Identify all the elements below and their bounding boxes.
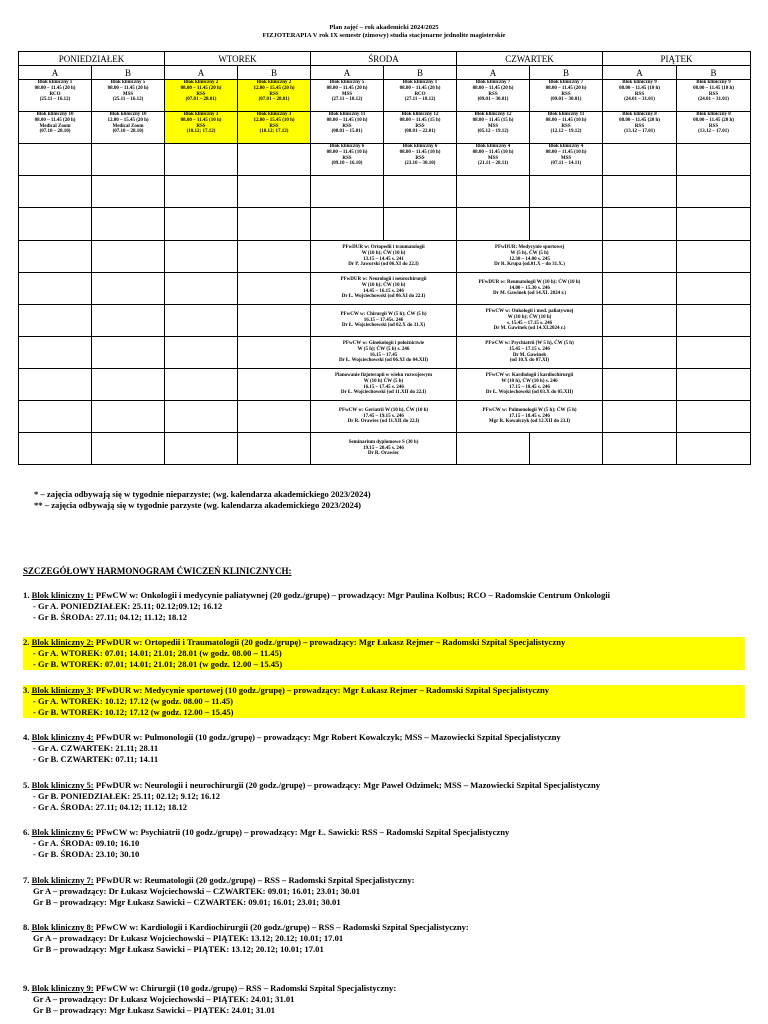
- schedule-cell-empty: [457, 176, 530, 208]
- day-tuesday: WTOREK: [165, 52, 311, 66]
- block-2: 2. Blok kliniczny 2: PFwDUR w: Ortopedii i Traumatologii (20 godz./grupę) – prowadzący: Mgr Łukasz Rejmer – Radomski Szpital Specjalistyczny - Gr A. WTOREK: 07.01; 14.01; 21.01; 28.01 (w godz. 08.00 – 11.45) - Gr B. WTOREK: 07.01; 14.01; 21.01; 28.01 (w godz. 12.00 – 15.45): [23, 637, 745, 670]
- block-5: 5. Blok kliniczny 5: PFwDUR w: Neurologii i neurochirurgii (20 godz./grupę) – prowadzący: Mgr Paweł Odzimek; MSS – Mazowiecki Szpital Specjalistyczny - Gr B. PONIEDZIAŁEK: 25.11; 02.12; 9.12; 16.12 - Gr A. ŚRODA: 27.11; 04.12; 11.12; 18.12: [23, 780, 601, 812]
- schedule-row: [19, 144, 751, 176]
- schedule-cell-empty: [165, 208, 238, 241]
- schedule-cell-empty: [603, 433, 677, 465]
- schedule-cell-empty: [603, 305, 677, 337]
- schedule-cell-empty: [603, 369, 677, 401]
- lecture-row: [19, 305, 751, 337]
- schedule-cell-empty: [165, 305, 238, 337]
- schedule-cell: Blok kliniczny 1 08.00 – 11.45 (20 h) RCO (25.11 – 16.12): [19, 80, 92, 112]
- schedule-cell-empty: [92, 305, 165, 337]
- lecture-row: [19, 273, 751, 305]
- schedule-cell-empty: [19, 176, 92, 208]
- group-label: B: [238, 66, 311, 80]
- schedule-cell-empty: [530, 176, 603, 208]
- schedule-cell-empty: [19, 337, 92, 369]
- group-label: A: [603, 66, 677, 80]
- lecture-cell: PFwCW w: Chirurgii W (5 h); ĆW (5 h) 16.15 – 17.45s. 246 Dr Ł. Wojciechowski (od 02.X do 31.X): [311, 305, 457, 337]
- schedule-row: [19, 176, 751, 208]
- schedule-cell: Blok kliniczny 4 08.00 – 11.45 (10 h) MSS (07.11 – 14.11): [530, 144, 603, 176]
- schedule-cell-empty: [165, 176, 238, 208]
- schedule-cell-empty: [19, 305, 92, 337]
- schedule-cell: Blok kliniczny 11 08.00 – 11.45 (10 h) RSS (12.12 – 19.12): [530, 112, 603, 144]
- schedule-cell-empty: [165, 241, 238, 273]
- block-4: 4. Blok kliniczny 4: PFwDUR w: Pulmonologii (10 godz./grupę) – prowadzący: Mgr Robert Kowalczyk; MSS – Mazowiecki Szpital Specjalistyczny - Gr A. CZWARTEK: 21.11; 28.11 - Gr B. CZWARTEK: 07.11; 14.11: [23, 732, 561, 764]
- schedule-cell-empty: [92, 401, 165, 433]
- footnote-odd-weeks: * – zajęcia odbywają się w tygodnie nieparzyste; (wg. kalendarza akademickiego 2023/2024): [34, 489, 371, 499]
- schedule-cell-empty: [165, 337, 238, 369]
- lecture-cell: PFwDUR: Medycynie sportowej W (5 h), ĆW (5 h) 12.30 – 14.00 s. 245 Dr R. Krupa (od.01.X – do 31.X.): [457, 241, 603, 273]
- schedule-cell-empty: [603, 144, 677, 176]
- group-label: B: [92, 66, 165, 80]
- schedule-cell-empty: [165, 369, 238, 401]
- schedule-cell-empty: [238, 337, 311, 369]
- schedule-cell-empty: [19, 401, 92, 433]
- schedule-cell-empty: [238, 401, 311, 433]
- schedule-cell: Blok kliniczny 10 12.00 – 15.45 (20 h) Medical Zoom (07.10 – 28.10): [92, 112, 165, 144]
- schedule-cell-empty: [677, 433, 751, 465]
- schedule-cell-empty: [457, 433, 530, 465]
- schedule-cell-highlighted: Blok kliniczny 3 08.00 – 11.45 (10 h) RSS (10.12; 17.12): [165, 112, 238, 144]
- schedule-cell-empty: [457, 208, 530, 241]
- schedule-cell-empty: [603, 401, 677, 433]
- schedule-cell: Blok kliniczny 10 08.00 – 11.45 (20 h) Medical Zoom (07.10 – 28.10): [19, 112, 92, 144]
- schedule-cell: Blok kliniczny 5 08.00 – 11.45 (20 h) MSS (25.11 – 16.12): [92, 80, 165, 112]
- schedule-cell-empty: [92, 337, 165, 369]
- schedule-cell-empty: [238, 305, 311, 337]
- group-label: A: [165, 66, 238, 80]
- schedule-cell: Blok kliniczny 6 08.00 – 11.45 (10 h) RSS (09.10 – 16.10): [311, 144, 384, 176]
- lecture-cell: PFwDUR w: Reumatologii W (10 h); ĆW (10 h) 14.00 – 15.30 s. 246 Dr M. Gawinek (od 14.XI. 2024 r.): [457, 273, 603, 305]
- schedule-cell-empty: [603, 273, 677, 305]
- block-7: 7. Blok kliniczny 7: PFwDUR w: Reumatologii (20 godz./grupę) – RSS – Radomski Szpital Specjalistyczny: Gr A – prowadzący: Dr Łukasz Wojciechowski – CZWARTEK: 09.01; 16.01; 23.01; 30.01 Gr B – prowadzący: Mgr Łukasz Sawicki – CZWARTEK: 09.01; 16.01; 23.01; 30.01: [23, 875, 415, 907]
- lecture-cell: PFwDUR w: Neurologii i neurochirurgii W (10 h); ĆW (10 h) 14.45 – 16.15 s. 246 Dr Ł. Wojciechowski (od 06.XI do 22.I): [311, 273, 457, 305]
- schedule-cell-empty: [677, 337, 751, 369]
- day-thursday: CZWARTEK: [457, 52, 603, 66]
- plan-subtitle: FIZJOTERAPIA V rok IX semestr (zimowy) studia stacjonarne jednolite magisterskie: [262, 32, 506, 39]
- group-header-row: [19, 66, 751, 80]
- footnotes: [34, 489, 371, 511]
- group-label: A: [311, 66, 384, 80]
- harmonogram-title: SZCZEGÓŁOWY HARMONOGRAM ĆWICZEŃ KLINICZNYCH:: [23, 566, 292, 576]
- schedule-cell-empty: [19, 208, 92, 241]
- schedule-cell-empty: [238, 241, 311, 273]
- block-1: 1. Blok kliniczny 1: PFwCW w: Onkologii i medycynie paliatywnej (20 godz./grupę) – prowadzący: Mgr Paulina Kolbus; RCO – Radomskie Centrum Onkologii - Gr A. PONIEDZIAŁEK: 25.11; 02.12;09.12; 16.12 - Gr B. ŚRODA: 27.11; 04.12; 11.12; 18.12: [23, 590, 611, 622]
- lecture-cell: PFwCW w: Onkologii i med. paliatywnej W (10 h); ĆW (10 h) s. 15.45 – 17.15 s. 246 Dr M. Gawinek (od 14.XI.2024 r.): [457, 305, 603, 337]
- schedule-table: [18, 51, 751, 465]
- lecture-cell: Planowanie fizjoterapii w wieku rozwojowym W (10 h) ĆW (5 h) 16.15 – 17.45 s. 246 Dr Ł. Wojciechowski (od 11.XII do 22.I): [311, 369, 457, 401]
- group-label: B: [384, 66, 457, 80]
- schedule-cell-empty: [165, 401, 238, 433]
- schedule-cell-highlighted: Blok kliniczny 2 08.00 – 11.45 (20 h) RSS (07.01 – 28.01): [165, 80, 238, 112]
- day-header-row: [19, 52, 751, 66]
- schedule-cell-empty: [603, 337, 677, 369]
- schedule-cell-empty: [19, 433, 92, 465]
- schedule-cell-empty: [19, 273, 92, 305]
- schedule-cell: Blok kliniczny 8 08.00 – 11.45 (20 h) RSS (13.12 – 17.01): [677, 112, 751, 144]
- schedule-cell-empty: [92, 369, 165, 401]
- schedule-cell-empty: [677, 144, 751, 176]
- schedule-cell-empty: [677, 273, 751, 305]
- block-3: 3. Blok kliniczny 3: PFwDUR w: Medycynie sportowej (10 godz./grupę) – prowadzący: Mgr Łukasz Rejmer – Radomski Szpital Specjalistyczny - Gr A. WTOREK: 10.12; 17.12 (w godz. 08.00 – 11.45) - Gr B. WTOREK: 10.12; 17.12 (w godz. 12.00 – 15.45): [23, 685, 745, 718]
- schedule-cell: Blok kliniczny 7 08.00 – 11.45 (20 h) RSS (09.01 – 30.01): [530, 80, 603, 112]
- schedule-cell: Blok kliniczny 9 08.00 – 11.45 (10 h) RSS (24.01 – 31.01): [603, 80, 677, 112]
- schedule-row: [19, 80, 751, 112]
- day-wednesday: ŚRODA: [311, 52, 457, 66]
- schedule-cell-empty: [238, 176, 311, 208]
- schedule-cell-highlighted: Blok kliniczny 2 12.00 – 15.45 (20 h) RSS (07.01 – 28.01): [238, 80, 311, 112]
- lecture-cell: PFwDUR w: Ortopedii i traumatologii W (10 h); ĆW (10 h) 13.15 – 14.45 s. 241 Dr P. Jaworski (od 06.XI do 22.I): [311, 241, 457, 273]
- schedule-cell: Blok kliniczny 5 08.00 – 11.45 (20 h) MSS (27.11 – 18.12): [311, 80, 384, 112]
- group-label: B: [677, 66, 751, 80]
- schedule-cell-empty: [92, 144, 165, 176]
- schedule-cell-empty: [677, 241, 751, 273]
- lecture-row: [19, 241, 751, 273]
- schedule-cell: Blok kliniczny 11 08.00 – 11.45 (10 h) RSS (08.01 – 15.01): [311, 112, 384, 144]
- group-label: A: [457, 66, 530, 80]
- lecture-row: [19, 433, 751, 465]
- schedule-cell-empty: [238, 369, 311, 401]
- block-9: 9. Blok kliniczny 9: PFwCW w: Chirurgii (10 godz./grupę) – RSS – Radomski Szpital Specjalistyczny: Gr A – prowadzący: Dr Łukasz Wojciechowski – PIĄTEK: 24.01; 31.01 Gr B – prowadzący: Mgr Łukasz Sawicki – PIĄTEK: 24.01; 31.01: [23, 983, 397, 1015]
- schedule-cell-empty: [677, 176, 751, 208]
- schedule-cell: Blok kliniczny 1 08.00 – 11.45 (20 h) RCO (27.11 – 18.12): [384, 80, 457, 112]
- schedule-cell-empty: [677, 305, 751, 337]
- schedule-cell-empty: [92, 433, 165, 465]
- schedule-cell-empty: [238, 144, 311, 176]
- schedule-cell-empty: [92, 176, 165, 208]
- schedule-cell-empty: [384, 208, 457, 241]
- schedule-cell: Blok kliniczny 9 08.00 – 11.45 (10 h) RSS (24.01 – 31.01): [677, 80, 751, 112]
- lecture-row: [19, 337, 751, 369]
- schedule-cell-empty: [603, 176, 677, 208]
- schedule-cell-empty: [603, 208, 677, 241]
- block-8: 8. Blok kliniczny 8: PFwCW w: Kardiologii i Kardiochirurgii (20 godz./grupę) – RSS – Radomski Szpital Specjalistyczny: Gr A – prowadzący: Dr Łukasz Wojciechowski – PIĄTEK: 13.12; 20.12; 10.01; 17.01 Gr B – prowadzący: Mgr Łukasz Sawicki – PIĄTEK: 13.12; 20.12; 10.01; 17.01: [23, 922, 469, 954]
- schedule-cell-empty: [677, 369, 751, 401]
- lecture-cell: PFwCW w: Geriatrii W (10 h), ĆW (10 h) 17.45 – 19.15 s. 246 Dr R. Orawiec (od 11.XII do 22.I): [311, 401, 457, 433]
- schedule-cell-empty: [677, 208, 751, 241]
- schedule-cell-empty: [19, 369, 92, 401]
- schedule-cell: Blok kliniczny 7 08.00 – 11.45 (20 h) RSS (09.01 – 30.01): [457, 80, 530, 112]
- lecture-cell: PFwCW w: Ginekologii i położnictwie W (5 h); ĆW (5 h) s. 246 16.15 – 17.45 Dr Ł. Wojciechowski (od 06.XI do 04.XII): [311, 337, 457, 369]
- lecture-row: [19, 369, 751, 401]
- schedule-row: [19, 112, 751, 144]
- schedule-cell-empty: [677, 401, 751, 433]
- schedule-cell-empty: [165, 144, 238, 176]
- schedule-cell: Blok kliniczny 6 08.00 – 11.45 (10 h) RSS (23.10 – 30.10): [384, 144, 457, 176]
- schedule-cell-empty: [238, 273, 311, 305]
- schedule-cell-empty: [238, 433, 311, 465]
- schedule-cell: Blok kliniczny 12 08.00 – 11.45 (15 h) MSS (05.12 – 19.12): [457, 112, 530, 144]
- schedule-row: [19, 208, 751, 241]
- schedule-cell-empty: [165, 273, 238, 305]
- schedule-cell-empty: [311, 208, 384, 241]
- schedule-cell-empty: [238, 208, 311, 241]
- day-friday: PIĄTEK: [603, 52, 751, 66]
- schedule-cell: Blok kliniczny 12 08.00 – 11.45 (15 h) RSS (08.01 – 22.01): [384, 112, 457, 144]
- lecture-cell: PFwCW w: Kardiologii i kardiochirurgii W (10 h), ĆW (10 h) s. 246 17.15 – 18.45 s. 246 Dr Ł. Wojciechowski (od 03.X do 05.XII): [457, 369, 603, 401]
- schedule-cell-empty: [19, 241, 92, 273]
- lecture-cell: PFwCW w: Psychiatrii (W 5 h), ĆW (5 h) 15.45 – 17.15 s. 246 Dr M. Gawinek (od 10.X do 07.XI): [457, 337, 603, 369]
- plan-title: Plan zajęć – rok akademicki 2024/2025: [329, 24, 439, 31]
- schedule-cell-empty: [311, 176, 384, 208]
- lecture-cell: Seminarium dyplomowe S (30 h) 19.15 – 20.45 s. 246 Dr R. Orawiec: [311, 433, 457, 465]
- group-label: B: [530, 66, 603, 80]
- schedule-cell-empty: [165, 433, 238, 465]
- schedule-cell: Blok kliniczny 8 08.00 – 11.45 (20 h) RSS (13.12 – 17.01): [603, 112, 677, 144]
- schedule-cell-empty: [530, 433, 603, 465]
- day-monday: PONIEDZIAŁEK: [19, 52, 165, 66]
- schedule-cell-empty: [530, 208, 603, 241]
- footnote-even-weeks: ** – zajęcia odbywają się w tygodnie parzyste (wg. kalendarza akademickiego 2023/2024): [34, 500, 362, 510]
- lecture-cell: PFwCW w: Pulmonologii W (5 h); ĆW (5 h) 17.15 – 18.45 s. 246 Mgr R. Kowalczyk (od 12.XII do 23.I): [457, 401, 603, 433]
- schedule-cell-empty: [92, 241, 165, 273]
- schedule-cell-empty: [92, 208, 165, 241]
- schedule-cell-empty: [603, 241, 677, 273]
- block-6: 6. Blok kliniczny 6: PFwCW w: Psychiatrii (10 godz./grupę) – prowadzący: Mgr Ł. Sawicki: RSS – Radomski Szpital Specjalistyczny - Gr A. ŚRODA: 09.10; 16.10 - Gr B. ŚRODA: 23.10; 30.10: [23, 827, 510, 859]
- schedule-cell-empty: [384, 176, 457, 208]
- schedule-cell-empty: [19, 144, 92, 176]
- schedule-cell-highlighted: Blok kliniczny 3 12.00 – 15.45 (10 h) RSS (10.12; 17.12): [238, 112, 311, 144]
- lecture-row: [19, 401, 751, 433]
- group-label: A: [19, 66, 92, 80]
- schedule-cell: Blok kliniczny 4 08.00 – 11.45 (10 h) MSS (21.11 – 28.11): [457, 144, 530, 176]
- schedule-cell-empty: [92, 273, 165, 305]
